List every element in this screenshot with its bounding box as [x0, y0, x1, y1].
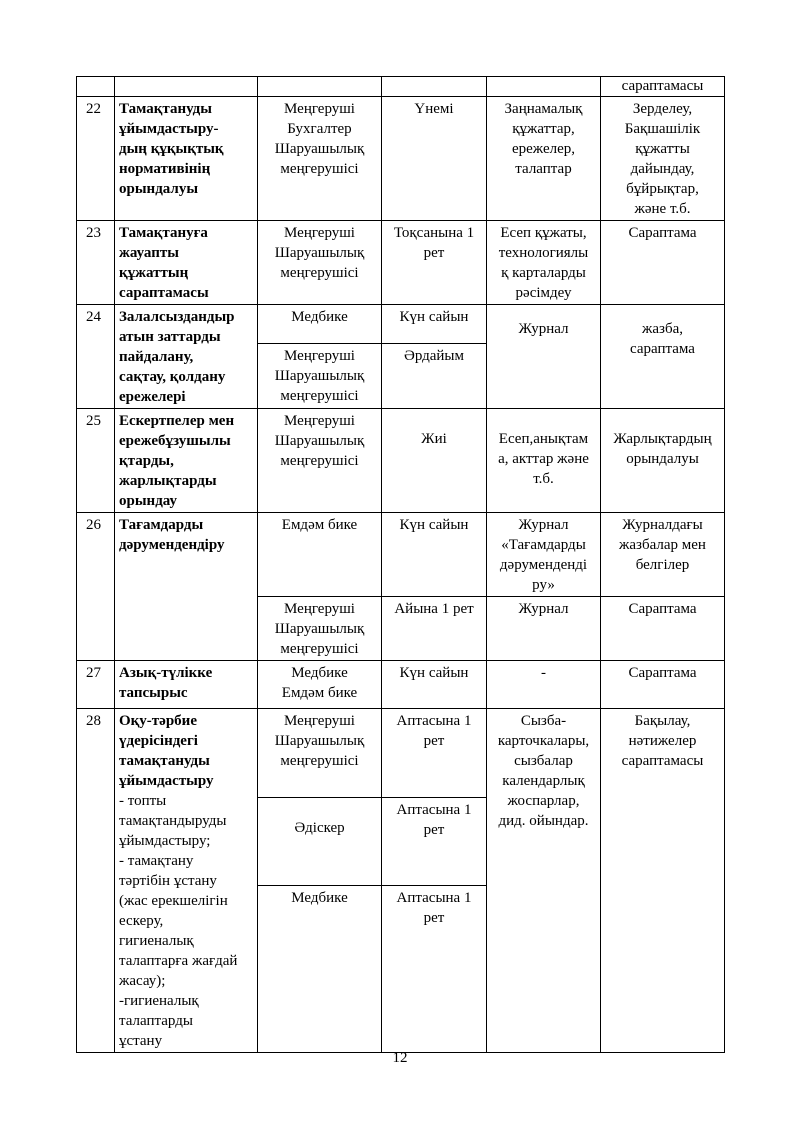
cell-line: Тағамдарды	[119, 517, 204, 533]
cell-line: Тамақтануға	[119, 225, 208, 241]
cell-responsible	[258, 97, 382, 221]
topic-heading	[119, 711, 253, 791]
cell-frequency	[382, 513, 487, 597]
cell-line: Меңгеруші	[284, 101, 355, 117]
cell-result	[601, 597, 725, 661]
cell-responsible	[258, 661, 382, 709]
topic-list	[119, 791, 253, 1051]
cell-line: жазба,	[642, 321, 683, 337]
cell-line: меңгерушісі	[280, 265, 359, 281]
cell-line: қ карталарды	[501, 265, 586, 281]
cell-line: сараптама	[630, 341, 695, 357]
cell-result	[601, 97, 725, 221]
cell-frequency	[382, 661, 487, 709]
table-row-24	[77, 305, 725, 344]
cell-line: рет	[423, 733, 445, 749]
cell-frequency	[382, 597, 487, 661]
cell-line: рәсімдеу	[515, 285, 572, 301]
cell-line: Залалсыздандыр	[119, 309, 235, 325]
cell-line: жоспарлар,	[507, 793, 580, 809]
cell-line: ережелер,	[511, 141, 576, 157]
cell-line: талаптарды	[119, 1013, 193, 1029]
cell-document	[487, 305, 601, 409]
cell-line: Журналдағы	[622, 517, 703, 533]
cell-topic	[115, 409, 258, 513]
cell-line: Журнал	[518, 517, 569, 533]
cell-frequency	[382, 97, 487, 221]
cell-line: Аптасына 1	[396, 713, 472, 729]
cell-frequency	[382, 709, 487, 798]
cell-document	[487, 709, 601, 1053]
table-row-28	[77, 709, 725, 798]
cell-responsible	[258, 343, 382, 408]
cell-line: дәрумендендi	[499, 557, 588, 573]
cell-line: құжатты	[635, 141, 690, 157]
cell-line: Күн сайын	[399, 517, 469, 533]
cell-frequency	[382, 343, 487, 408]
cell-line: сызбалар	[514, 753, 573, 769]
cell-document	[487, 597, 601, 661]
cell-line: (жас ерекшелігін	[119, 893, 228, 909]
cell-line: Медбике	[291, 309, 348, 325]
cell-line: карточкалары,	[497, 733, 590, 749]
cell-responsible	[258, 709, 382, 798]
cell-line: тамақтануды	[119, 753, 210, 769]
cell-document	[487, 97, 601, 221]
cell-responsible	[258, 797, 382, 886]
table-row-22	[77, 97, 725, 221]
row-number: 23	[77, 221, 115, 305]
cell-line: Күн сайын	[399, 665, 469, 681]
cell-line: Шаруашылық	[274, 733, 365, 749]
cell-line: Жиі	[421, 431, 447, 447]
cell-line: ру»	[532, 577, 555, 593]
cell-line: Меңгеруші	[284, 225, 355, 241]
cell-line: Меңгеруші	[284, 347, 355, 364]
cell-line: рет	[423, 821, 445, 838]
cell-line: сақтау, қолдану	[119, 369, 226, 385]
cell-line: -гигиеналық	[119, 993, 199, 1009]
cell-frequency	[382, 305, 487, 344]
cell-line: Шаруашылық	[274, 141, 365, 157]
cell-line: Үнемі	[414, 101, 454, 117]
cell-line: орындау	[119, 493, 178, 509]
cell-responsible	[258, 305, 382, 344]
cell-result	[601, 661, 725, 709]
cell-line: Меңгеруші	[284, 413, 355, 429]
cell-line: белгілер	[635, 557, 690, 573]
cell-result	[601, 77, 725, 97]
cell-line: а, акттар және	[498, 451, 589, 467]
cell-line: пайдалану,	[119, 349, 194, 365]
cell-line: Жарлықтардың	[613, 431, 712, 447]
cell-topic	[115, 77, 258, 97]
cell-line: сараптамасы	[119, 285, 209, 301]
cell-line: Есеп,анықтам	[498, 431, 589, 447]
cell-document	[487, 661, 601, 709]
cell-line: жазбалар мен	[619, 537, 706, 553]
page-number: 12	[392, 1050, 408, 1066]
cell-line: және т.б.	[634, 201, 691, 217]
cell-line: Журнал	[518, 601, 569, 617]
cell-line: Сараптама	[628, 665, 697, 681]
cell-line: үдерісіндегі	[119, 733, 198, 749]
cell-line: талаптарға жағдай	[119, 953, 238, 969]
cell-line: жасау);	[119, 973, 166, 989]
cell-line: қтарды,	[119, 453, 174, 469]
cell-line: Зерделеу,	[632, 101, 693, 117]
table-row-27	[77, 661, 725, 709]
cell-document	[487, 221, 601, 305]
cell-line: Аптасына 1	[396, 801, 472, 818]
cell-line: жарлықтарды	[119, 473, 217, 489]
cell-line: тапсырыс	[119, 685, 188, 701]
cell-result	[601, 221, 725, 305]
cell-text: сараптамасы	[621, 78, 704, 94]
cell-line: ескеру,	[119, 913, 164, 929]
cell-responsible	[258, 221, 382, 305]
cell-line: гигиеналық	[119, 933, 194, 949]
cell-line: ұйымдастыру;	[119, 833, 211, 849]
cell-line: Азық-түлікке	[119, 665, 213, 681]
cell-line: дың құқықтық	[119, 141, 224, 157]
cell-line: бұйрықтар,	[626, 181, 699, 197]
cell-line: Медбике	[291, 665, 348, 681]
cell-line: Оқу-тәрбие	[119, 713, 197, 729]
cell-line: Сараптама	[628, 225, 697, 241]
cell-line: меңгерушісі	[280, 387, 359, 404]
cell-line: ережебұзушылы	[119, 433, 231, 449]
row-number: 26	[77, 513, 115, 661]
cell-line: Әдіскер	[294, 819, 345, 836]
cell-line: нәтижелер	[628, 733, 697, 749]
cell-line: нормативінің	[119, 161, 211, 177]
cell-line: ұйымдастыру-	[119, 121, 219, 137]
cell-line: Сызба-	[520, 713, 567, 729]
cell-topic	[115, 305, 258, 409]
cell-line: - тамақтану	[119, 853, 194, 869]
cell-line: меңгерушісі	[280, 161, 359, 177]
cell-num	[77, 77, 115, 97]
cell-result	[601, 409, 725, 513]
cell-responsible	[258, 513, 382, 597]
cell-topic	[115, 513, 258, 661]
cell-frequency	[382, 221, 487, 305]
cell-responsible	[258, 886, 382, 1053]
cell-line: Есеп құжаты,	[500, 225, 587, 241]
cell-line: Ескертпелер мен	[119, 413, 235, 429]
cell-frequency	[382, 886, 487, 1053]
cell-line: ұйымдастыру	[119, 773, 214, 789]
cell-line: Сараптама	[628, 601, 697, 617]
cell-line: құжаттың	[119, 265, 189, 281]
cell-line: дәрумендендіру	[119, 537, 225, 553]
cell-line: Заңнамалық	[504, 101, 583, 117]
cell-topic	[115, 661, 258, 709]
cell-line: Бақылау,	[634, 713, 691, 729]
cell-line: «Тағамдарды	[501, 537, 586, 553]
cell-line: меңгерушісі	[280, 753, 359, 769]
cell-line: Тамақтануды	[119, 101, 212, 117]
cell-line: рет	[423, 910, 445, 927]
cell-topic	[115, 709, 258, 1053]
cell-responsible	[258, 597, 382, 661]
cell-line: орындалуы	[119, 181, 199, 197]
cell-line: -	[541, 665, 546, 681]
cell-responsible	[258, 409, 382, 513]
table-row-25	[77, 409, 725, 513]
row-number: 25	[77, 409, 115, 513]
row-number: 28	[77, 709, 115, 1053]
cell-line: технологиялы	[498, 245, 589, 261]
row-number: 22	[77, 97, 115, 221]
cell-line: Шаруашылық	[274, 621, 365, 637]
cell-result	[601, 305, 725, 409]
cell-line: дид. ойындар.	[498, 813, 589, 829]
cell-line: календарлық	[502, 773, 585, 789]
cell-document	[487, 77, 601, 97]
cell-frequency	[382, 409, 487, 513]
cell-topic	[115, 221, 258, 305]
cell-responsible	[258, 77, 382, 97]
cell-line: сараптамасы	[621, 753, 704, 769]
cell-line: атын заттарды	[119, 329, 221, 345]
cell-line: Меңгеруші	[284, 713, 355, 729]
cell-line: тәртібін ұстану	[119, 873, 217, 889]
cell-topic	[115, 97, 258, 221]
cell-line: құжаттар,	[512, 121, 575, 137]
cell-line: Әрдайым	[403, 347, 465, 364]
cell-line: меңгерушісі	[280, 453, 359, 469]
cell-line: Емдәм бике	[281, 685, 358, 701]
cell-line: Аптасына 1	[396, 890, 472, 907]
cell-line: Бақшашілік	[624, 121, 701, 137]
cell-line: Тоқсанына 1	[393, 225, 475, 241]
table-row-26	[77, 513, 725, 597]
cell-result	[601, 513, 725, 597]
cell-frequency	[382, 797, 487, 886]
cell-line: талаптар	[515, 161, 572, 177]
row-number: 24	[77, 305, 115, 409]
cell-line: Меңгеруші	[284, 601, 355, 617]
table-row-continuation	[77, 77, 725, 97]
cell-frequency	[382, 77, 487, 97]
cell-line: Бухгалтер	[287, 121, 352, 137]
cell-line: ережелері	[119, 389, 186, 405]
cell-line: Шаруашылық	[274, 433, 365, 449]
cell-line: жауапты	[119, 245, 179, 261]
cell-line: Күн сайын	[399, 309, 469, 325]
cell-line: - топты	[119, 793, 167, 809]
cell-line: Журнал	[518, 321, 569, 337]
cell-line: ұстану	[119, 1033, 163, 1049]
cell-line: Шаруашылық	[274, 367, 365, 384]
cell-line: меңгерушісі	[280, 641, 359, 657]
cell-line: тамақтандыруды	[119, 813, 227, 829]
cell-line: дайындау,	[630, 161, 695, 177]
cell-line: Шаруашылық	[274, 245, 365, 261]
cell-document	[487, 409, 601, 513]
row-number: 27	[77, 661, 115, 709]
cell-line: Емдәм бике	[281, 517, 358, 533]
table-row-23	[77, 221, 725, 305]
cell-line: Медбике	[291, 890, 348, 907]
cell-line: т.б.	[533, 471, 554, 487]
cell-line: Айына 1 рет	[394, 601, 474, 617]
cell-result	[601, 709, 725, 1053]
cell-line: орындалуы	[626, 451, 699, 467]
cell-document	[487, 513, 601, 597]
document-table	[76, 76, 725, 1053]
cell-line: рет	[423, 245, 445, 261]
